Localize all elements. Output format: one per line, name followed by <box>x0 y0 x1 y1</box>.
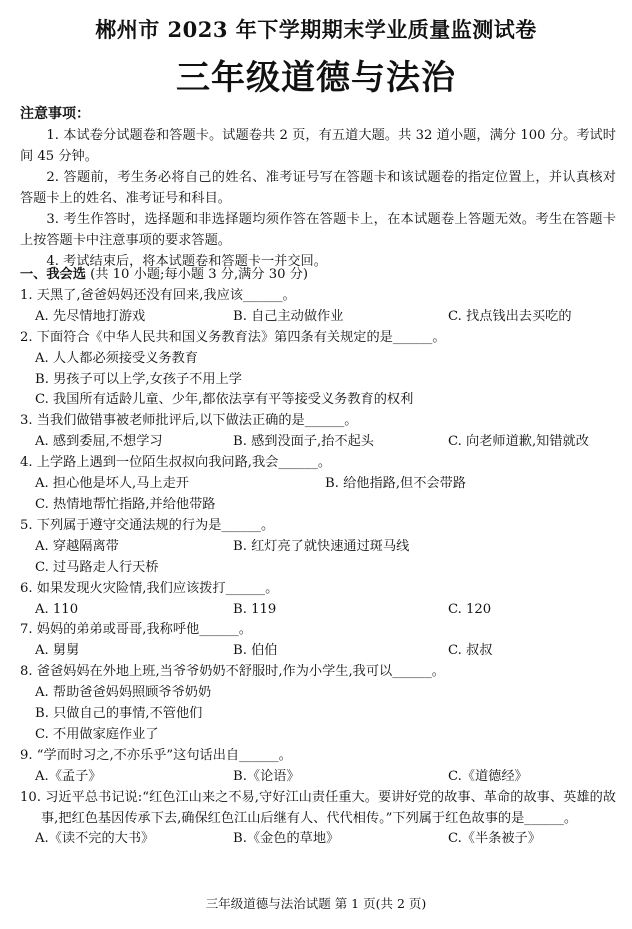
section-description: (共 10 小题;每小题 3 分,满分 30 分) <box>90 267 309 282</box>
option-b: B. 自己主动做作业 <box>233 308 344 324</box>
question-stem: 10. 习近平总书记说:“红色江山来之不易,守好江山责任重大。要讲好党的故事、革命的故事、英雄的故事,把红色基因传承下去,确保红色江山后继有人、代代相传。”下列属于红色故事的是______。 <box>20 789 616 826</box>
question-stem: 7. 妈妈的弟弟或哥哥,我称呼他______。 <box>20 622 252 638</box>
option-b: B. 给他指路,但不会带路 <box>325 476 466 492</box>
option-a: A. 人人都必须接受义务教育 <box>35 350 198 366</box>
question-stem: 5. 下列属于遵守交通法规的行为是______。 <box>20 517 275 533</box>
notice-item: 4. 考试结束后，将本试题卷和答题卡一并交回。 <box>46 254 327 269</box>
subject-title: 三年级道德与法治 <box>176 58 456 98</box>
option-c: C. 不用做家庭作业了 <box>35 726 159 742</box>
question <box>20 788 616 851</box>
question-stem: 6. 如果发现火灾险情,我们应该拨打______。 <box>20 580 279 596</box>
options-row <box>20 641 616 662</box>
question <box>20 746 616 788</box>
option-c: C. 找点钱出去买吃的 <box>448 308 572 324</box>
option-a: A. 先尽情地打游戏 <box>35 308 146 324</box>
question <box>20 620 616 662</box>
question-stem: 3. 当我们做错事被老师批评后,以下做法正确的是______。 <box>20 413 358 429</box>
notice-title: 注意事项： <box>20 106 90 122</box>
question <box>20 286 616 328</box>
page-footer: 三年级道德与法治试题 第 1 页(共 2 页) <box>205 896 427 911</box>
question-stem: 4. 上学路上遇到一位陌生叔叔向我问路,我会______。 <box>20 455 332 471</box>
option-a: A.《读不完的大书》 <box>35 831 155 847</box>
options-row <box>20 829 616 850</box>
option-c: C. 120 <box>448 601 492 617</box>
section-title: 一、我会选 <box>20 267 86 282</box>
option-a: A. 担心他是坏人,马上走开 <box>35 476 189 492</box>
notice-item: 3. 考生作答时，选择题和非选择题均须作答在答题卡上，在本试题卷上答题无效。考生在答题卡上按答题卡中注意事项的要求答题。 <box>20 212 616 248</box>
option-c: C. 向老师道歉,知错就改 <box>448 434 589 450</box>
question-stem: 1. 天黑了,爸爸妈妈还没有回来,我应该______。 <box>20 287 296 303</box>
option-b: B. 感到没面子,抬不起头 <box>233 434 374 450</box>
options-row <box>20 767 616 788</box>
questions-section <box>20 265 616 850</box>
option-a: A. 穿越隔离带 <box>35 538 119 554</box>
section-heading <box>20 265 616 286</box>
question <box>20 579 616 621</box>
exam-title: 郴州市 2023 年下学期期末学业质量监测试卷 <box>95 17 537 42</box>
option-a: A.《孟子》 <box>35 768 102 784</box>
question <box>20 516 616 579</box>
option-c: C. 过马路走人行天桥 <box>35 559 159 575</box>
option-a: A. 感到委屈,不想学习 <box>35 434 163 450</box>
notice-item: 2. 答题前，考生务必将自己的姓名、准考证号写在答题卡和该试题卷的指定位置上，并认真核对答题卡上的姓名、准考证号和科目。 <box>20 170 616 206</box>
options-row <box>20 474 616 495</box>
option-a: A. 舅舅 <box>35 643 80 659</box>
option-c: C. 热情地帮忙指路,并给他带路 <box>35 496 216 512</box>
options-row <box>20 537 616 558</box>
option-b: B. 红灯亮了就快速通过斑马线 <box>233 538 410 554</box>
options-row <box>20 600 616 621</box>
question <box>20 328 616 412</box>
option-c: C. 叔叔 <box>448 643 493 659</box>
question-stem: 8. 爸爸妈妈在外地上班,当爷爷奶奶不舒服时,作为小学生,我可以______。 <box>20 664 445 680</box>
options-row <box>20 307 616 328</box>
option-b: B. 男孩子可以上学,女孩子不用上学 <box>35 371 242 387</box>
option-c: C. 我国所有适龄儿童、少年,都依法享有平等接受义务教育的权利 <box>35 392 414 408</box>
option-b: B. 只做自己的事情,不管他们 <box>35 706 203 722</box>
options-row <box>20 432 616 453</box>
option-b: B.《金色的草地》 <box>233 831 340 847</box>
question <box>20 411 616 453</box>
option-b: B.《论语》 <box>233 768 300 784</box>
notice-item: 1. 本试卷分试题卷和答题卡。试题卷共 2 页，有五道大题。共 32 道小题，满分 100 分。考试时间 45 分钟。 <box>20 128 616 164</box>
question-stem: 2. 下面符合《中华人民共和国义务教育法》第四条有关规定的是______。 <box>20 329 446 345</box>
question <box>20 453 616 516</box>
option-b: B. 119 <box>233 601 277 617</box>
question-stem: 9. “学而时习之,不亦乐乎”这句话出自______。 <box>20 747 292 763</box>
option-b: B. 伯伯 <box>233 643 278 659</box>
question <box>20 662 616 746</box>
option-a: A. 帮助爸爸妈妈照顾爷爷奶奶 <box>35 685 212 701</box>
option-c: C.《道德经》 <box>448 768 528 784</box>
option-a: A. 110 <box>35 601 79 617</box>
option-c: C.《半条被子》 <box>448 831 541 847</box>
notice-block <box>20 104 616 272</box>
